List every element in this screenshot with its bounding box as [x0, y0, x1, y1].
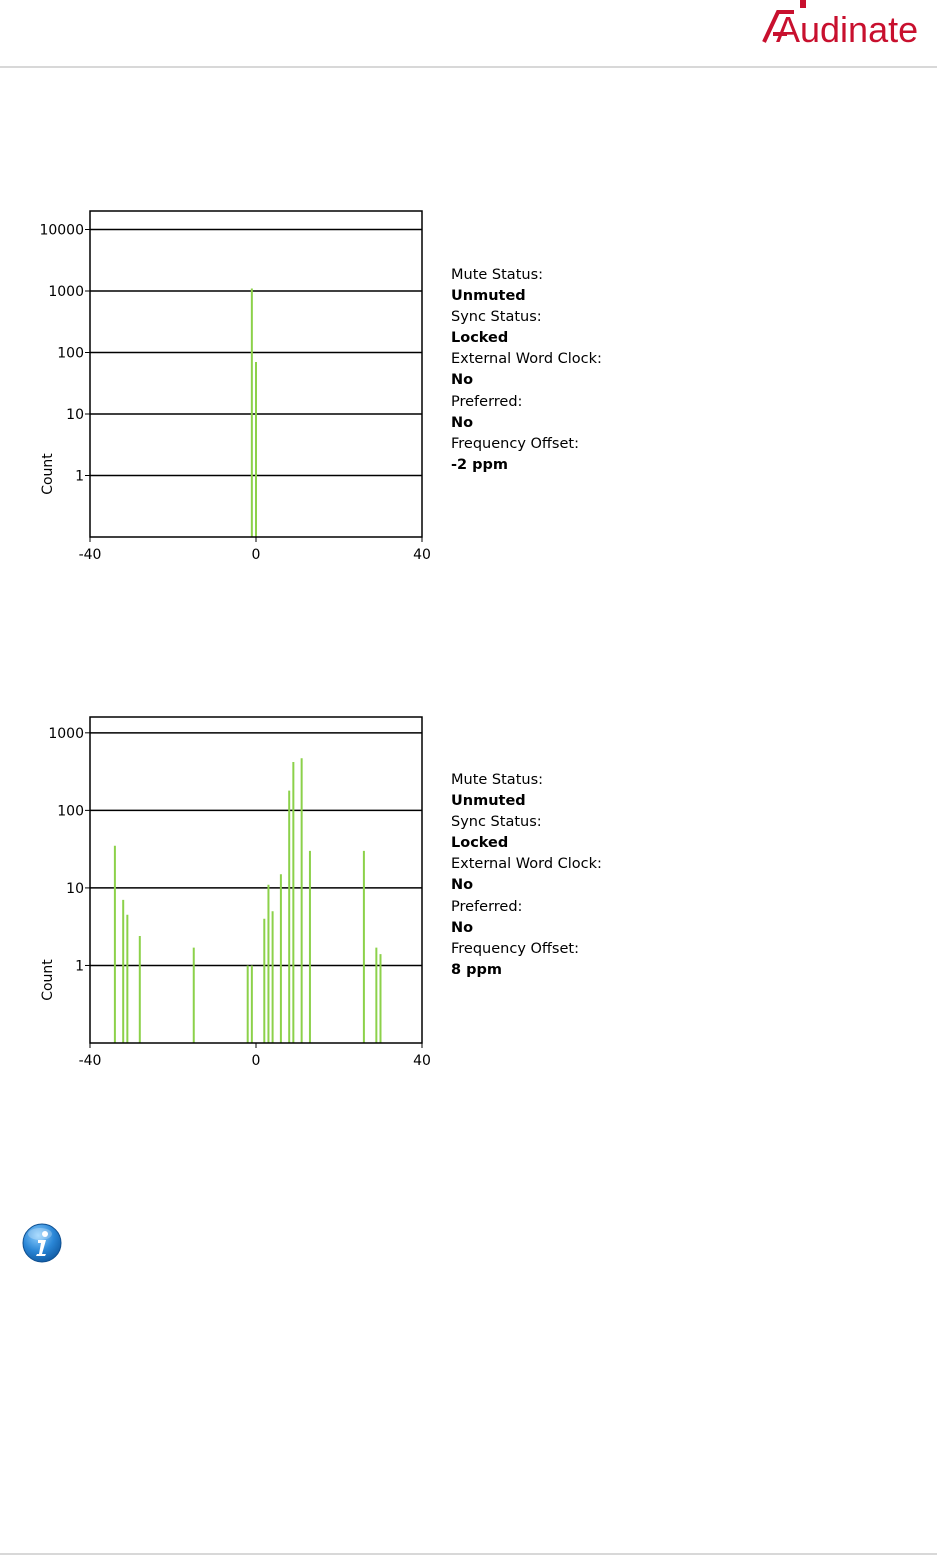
x-tick-label: -40 — [78, 547, 102, 563]
y-tick-label: 1 — [75, 468, 84, 485]
y-tick-label: 1000 — [48, 284, 84, 301]
audinate-logo — [754, 0, 937, 50]
histogram-chart-1 — [0, 190, 470, 570]
frequency-offset-value: 8 ppm — [451, 961, 503, 978]
sync-status-value: Locked — [451, 330, 509, 347]
x-tick-label: 0 — [251, 547, 261, 563]
mute-status-label: Mute Status: — [451, 267, 544, 283]
y-tick-label: 1 — [75, 958, 84, 975]
x-tick-label: 40 — [413, 1053, 431, 1069]
x-tick-label: 0 — [251, 1053, 261, 1069]
info-icon — [21, 1222, 63, 1264]
status-panel-1 — [451, 265, 681, 476]
frequency-offset-value: -2 ppm — [451, 456, 509, 473]
x-tick-label: -40 — [78, 1053, 102, 1069]
x-tick-label: 40 — [413, 547, 431, 563]
frequency-offset-label: Frequency Offset: — [451, 435, 579, 452]
y-tick-label: 10 — [66, 880, 84, 897]
mute-status-label: Mute Status: — [451, 772, 544, 788]
histogram-chart-2 — [0, 696, 470, 1076]
mute-status-value: Unmuted — [451, 288, 526, 305]
preferred-value: No — [451, 414, 474, 431]
preferred-label: Preferred: — [451, 898, 523, 915]
y-tick-label: 1000 — [48, 725, 84, 742]
external-word-clock-label: External Word Clock: — [451, 856, 602, 873]
y-tick-label: 100 — [57, 345, 84, 362]
sync-status-label: Sync Status: — [451, 814, 542, 831]
logo-text: Audinate — [776, 9, 919, 50]
sync-status-label: Sync Status: — [451, 309, 542, 326]
y-tick-label: 10 — [66, 407, 84, 424]
external-word-clock-label: External Word Clock: — [451, 351, 602, 368]
mute-status-value: Unmuted — [451, 793, 526, 810]
bar-series — [115, 758, 381, 1043]
header-divider — [0, 66, 937, 68]
grid-lines — [90, 733, 422, 966]
external-word-clock-value: No — [451, 372, 474, 389]
y-axis-ticks — [39, 223, 90, 485]
y-tick-label: 100 — [57, 803, 84, 820]
bar-series — [252, 288, 256, 537]
logo-accent-mark — [800, 0, 806, 8]
frequency-offset-label: Frequency Offset: — [451, 940, 579, 957]
x-axis-ticks — [79, 537, 431, 563]
preferred-label: Preferred: — [451, 393, 523, 410]
status-panel-2 — [451, 770, 681, 981]
external-word-clock-value: No — [451, 877, 474, 894]
y-tick-label: 10000 — [39, 222, 84, 239]
y-axis-label: Count — [40, 453, 56, 495]
footer-divider — [0, 1553, 937, 1555]
sync-status-value: Locked — [451, 835, 509, 852]
x-axis-ticks — [79, 1043, 431, 1069]
preferred-value: No — [451, 919, 474, 936]
y-axis-label: Count — [40, 959, 56, 1001]
y-axis-ticks — [48, 726, 90, 975]
